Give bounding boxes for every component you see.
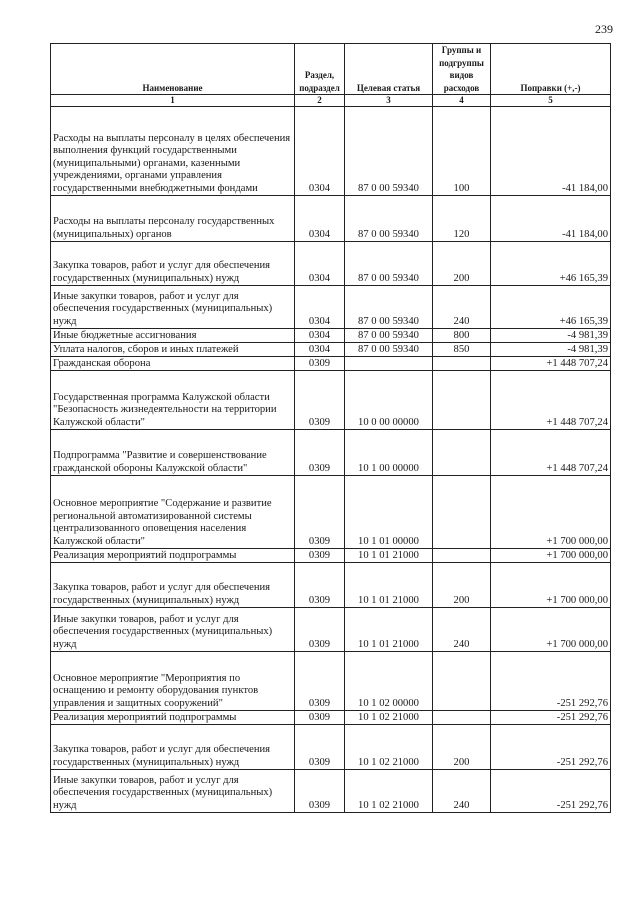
row-target-article-cell: 87 0 00 59340 (345, 196, 433, 242)
row-name-cell: Иные закупки товаров, работ и услуг для обеспечения государственных (муниципальных) нужд (51, 608, 295, 652)
row-expense-group-cell: 200 (433, 242, 491, 286)
row-name-cell: Закупка товаров, работ и услуг для обеспечения государственных (муниципальных) нужд (51, 725, 295, 770)
table-row (51, 430, 611, 476)
table-row (51, 652, 611, 711)
row-expense-group-cell: 120 (433, 196, 491, 242)
header-target-article: Целевая статья (345, 44, 433, 95)
row-target-article-cell: 87 0 00 59340 (345, 343, 433, 357)
column-number: 2 (295, 95, 345, 107)
row-name-cell: Расходы на выплаты персоналу в целях обеспечения выполнения функций государственными (муниципальными) органами, казенными учреждениями, органами управления государственными внебюджетными фондами (51, 107, 295, 196)
table-row (51, 286, 611, 329)
row-name-cell: Основное мероприятие "Содержание и развитие региональной автоматизированной системы централизованного оповещения населения Калужской области" (51, 476, 295, 549)
table-row (51, 476, 611, 549)
column-number-row (51, 95, 611, 107)
row-name-cell: Гражданская оборона (51, 357, 295, 371)
row-amount-cell: +1 700 000,00 (491, 608, 611, 652)
row-expense-group-cell (433, 430, 491, 476)
row-name-cell: Расходы на выплаты персоналу государственных (муниципальных) органов (51, 196, 295, 242)
header-amendments: Поправки (+,-) (491, 44, 611, 95)
row-expense-group-cell (433, 711, 491, 725)
column-number: 4 (433, 95, 491, 107)
row-amount-cell: -4 981,39 (491, 329, 611, 343)
row-amount-cell: -4 981,39 (491, 343, 611, 357)
row-amount-cell: -251 292,76 (491, 711, 611, 725)
row-section-cell: 0309 (295, 476, 345, 549)
row-target-article-cell: 10 1 01 21000 (345, 563, 433, 608)
row-amount-cell: +1 448 707,24 (491, 371, 611, 430)
row-name-cell: Основное мероприятие "Мероприятия по оснащению и ремонту оборудования пунктов управления и защитных сооружений" (51, 652, 295, 711)
row-target-article-cell: 10 1 02 21000 (345, 770, 433, 813)
row-section-cell: 0309 (295, 371, 345, 430)
row-expense-group-cell: 200 (433, 725, 491, 770)
row-name-cell: Реализация мероприятий подпрограммы (51, 711, 295, 725)
row-amount-cell: +1 700 000,00 (491, 563, 611, 608)
row-expense-group-cell (433, 652, 491, 711)
row-section-cell: 0304 (295, 286, 345, 329)
row-amount-cell: +1 448 707,24 (491, 357, 611, 371)
row-amount-cell: -41 184,00 (491, 107, 611, 196)
table-row (51, 549, 611, 563)
row-expense-group-cell (433, 357, 491, 371)
row-expense-group-cell: 240 (433, 286, 491, 329)
row-section-cell: 0304 (295, 107, 345, 196)
row-expense-group-cell (433, 476, 491, 549)
row-expense-group-cell: 240 (433, 608, 491, 652)
row-target-article-cell: 87 0 00 59340 (345, 242, 433, 286)
row-amount-cell: +1 700 000,00 (491, 549, 611, 563)
row-target-article-cell: 10 1 01 21000 (345, 549, 433, 563)
row-target-article-cell: 10 0 00 00000 (345, 371, 433, 430)
table-row (51, 343, 611, 357)
row-target-article-cell: 10 1 00 00000 (345, 430, 433, 476)
row-amount-cell: -41 184,00 (491, 196, 611, 242)
table-row (51, 725, 611, 770)
row-name-cell: Государственная программа Калужской области "Безопасность жизнедеятельности на территории Калужской области" (51, 371, 295, 430)
row-target-article-cell: 10 1 01 00000 (345, 476, 433, 549)
row-section-cell: 0304 (295, 329, 345, 343)
header-name: Наименование (51, 44, 295, 95)
row-amount-cell: -251 292,76 (491, 725, 611, 770)
column-number: 5 (491, 95, 611, 107)
table-row (51, 563, 611, 608)
row-section-cell: 0309 (295, 357, 345, 371)
row-target-article-cell: 10 1 02 21000 (345, 711, 433, 725)
row-name-cell: Подпрограмма "Развитие и совершенствование гражданской обороны Калужской области" (51, 430, 295, 476)
row-section-cell: 0304 (295, 196, 345, 242)
budget-amendments-table (50, 43, 611, 813)
row-section-cell: 0309 (295, 652, 345, 711)
column-number: 3 (345, 95, 433, 107)
row-name-cell: Иные закупки товаров, работ и услуг для обеспечения государственных (муниципальных) нужд (51, 286, 295, 329)
row-amount-cell: +46 165,39 (491, 286, 611, 329)
row-section-cell: 0309 (295, 549, 345, 563)
row-name-cell: Закупка товаров, работ и услуг для обеспечения государственных (муниципальных) нужд (51, 242, 295, 286)
row-name-cell: Закупка товаров, работ и услуг для обеспечения государственных (муниципальных) нужд (51, 563, 295, 608)
row-section-cell: 0309 (295, 711, 345, 725)
table-row (51, 329, 611, 343)
row-expense-group-cell: 200 (433, 563, 491, 608)
row-name-cell: Иные бюджетные ассигнования (51, 329, 295, 343)
row-expense-group-cell: 240 (433, 770, 491, 813)
header-expense-groups: Группы и подгруппы видов расходов (433, 44, 491, 95)
row-amount-cell: +46 165,39 (491, 242, 611, 286)
header-section: Раздел, подраздел (295, 44, 345, 95)
row-target-article-cell: 10 1 01 21000 (345, 608, 433, 652)
row-expense-group-cell: 850 (433, 343, 491, 357)
page-number: 239 (595, 22, 613, 36)
row-name-cell: Иные закупки товаров, работ и услуг для обеспечения государственных (муниципальных) нужд (51, 770, 295, 813)
table-row (51, 608, 611, 652)
row-section-cell: 0309 (295, 430, 345, 476)
row-expense-group-cell (433, 371, 491, 430)
column-number: 1 (51, 95, 295, 107)
table-row (51, 371, 611, 430)
row-section-cell: 0309 (295, 725, 345, 770)
row-section-cell: 0309 (295, 608, 345, 652)
row-name-cell: Уплата налогов, сборов и иных платежей (51, 343, 295, 357)
table-row (51, 242, 611, 286)
row-expense-group-cell: 800 (433, 329, 491, 343)
row-section-cell: 0309 (295, 770, 345, 813)
table-row (51, 196, 611, 242)
row-expense-group-cell: 100 (433, 107, 491, 196)
row-target-article-cell: 87 0 00 59340 (345, 286, 433, 329)
row-section-cell: 0309 (295, 563, 345, 608)
row-expense-group-cell (433, 549, 491, 563)
table-row (51, 770, 611, 813)
row-target-article-cell: 87 0 00 59340 (345, 329, 433, 343)
row-target-article-cell: 10 1 02 00000 (345, 652, 433, 711)
row-amount-cell: +1 448 707,24 (491, 430, 611, 476)
table-row (51, 711, 611, 725)
row-target-article-cell: 87 0 00 59340 (345, 107, 433, 196)
row-amount-cell: -251 292,76 (491, 770, 611, 813)
row-section-cell: 0304 (295, 343, 345, 357)
row-section-cell: 0304 (295, 242, 345, 286)
row-name-cell: Реализация мероприятий подпрограммы (51, 549, 295, 563)
row-target-article-cell (345, 357, 433, 371)
row-target-article-cell: 10 1 02 21000 (345, 725, 433, 770)
row-amount-cell: -251 292,76 (491, 652, 611, 711)
table-row (51, 107, 611, 196)
row-amount-cell: +1 700 000,00 (491, 476, 611, 549)
table-row (51, 357, 611, 371)
